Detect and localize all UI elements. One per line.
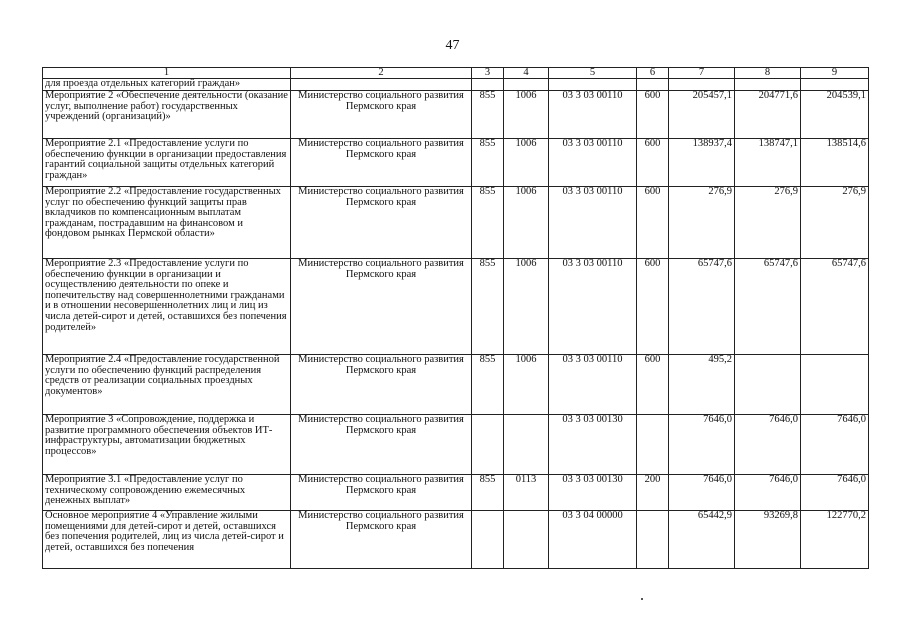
header-row xyxy=(43,68,869,79)
column-header-7: 7 xyxy=(669,68,735,79)
value-cell-col-4: 1006 xyxy=(504,259,549,355)
value-cell-col-9: 276,9 xyxy=(801,187,869,259)
activity-name-cell: для проезда отдельных категорий граждан» xyxy=(43,79,291,91)
value-cell-col-7: 65747,6 xyxy=(669,259,735,355)
value-cell-col-9: 7646,0 xyxy=(801,475,869,511)
value-cell-col-6 xyxy=(637,79,669,91)
table-row xyxy=(43,415,869,475)
value-cell-col-5: 03 3 03 00130 xyxy=(549,475,637,511)
value-cell-col-5: 03 3 03 00110 xyxy=(549,139,637,187)
value-cell-col-8: 65747,6 xyxy=(735,259,801,355)
value-cell-col-4: 1006 xyxy=(504,355,549,415)
table-row xyxy=(43,79,869,91)
column-header-4: 4 xyxy=(504,68,549,79)
value-cell-col-6 xyxy=(637,415,669,475)
value-cell-col-4 xyxy=(504,511,549,569)
activity-name-cell: Мероприятие 2 «Обеспечение деятельности (оказание услуг, выполнение работ) государственных учреждений (организаций)» xyxy=(43,91,291,139)
value-cell-col-9: 65747,6 xyxy=(801,259,869,355)
value-cell-col-9 xyxy=(801,355,869,415)
value-cell-col-8: 7646,0 xyxy=(735,415,801,475)
value-cell-col-7 xyxy=(669,79,735,91)
activity-name-cell: Мероприятие 2.2 «Предоставление государственных услуг по обеспечению функций защиты прав вкладчиков по компенсационным выплатам гражданам, пострадавшим на финансовом и фондовом рынках Пермской области» xyxy=(43,187,291,259)
value-cell-col-6: 600 xyxy=(637,259,669,355)
budget-table xyxy=(42,67,869,569)
activity-name-cell: Мероприятие 2.3 «Предоставление услуги по обеспечению функции в организации и осуществлению деятельности по опеке и попечительству над совершеннолетними гражданами и в отношении несовершеннолетних лиц и лиц из числа детей-сирот и детей, оставшихся без попечения родителей» xyxy=(43,259,291,355)
value-cell-col-7: 65442,9 xyxy=(669,511,735,569)
value-cell-col-4: 1006 xyxy=(504,91,549,139)
organization-cell: Министерство социального развития Пермского края xyxy=(291,139,472,187)
activity-name-cell: Мероприятие 3.1 «Предоставление услуг по техническому сопровождению ежемесячных денежных выплат» xyxy=(43,475,291,511)
value-cell-col-9: 7646,0 xyxy=(801,415,869,475)
column-header-6: 6 xyxy=(637,68,669,79)
organization-cell: Министерство социального развития Пермского края xyxy=(291,187,472,259)
value-cell-col-9: 204539,1 xyxy=(801,91,869,139)
page-number: 47 xyxy=(445,38,460,53)
value-cell-col-4: 1006 xyxy=(504,139,549,187)
value-cell-col-6: 600 xyxy=(637,355,669,415)
value-cell-col-3: 855 xyxy=(472,355,504,415)
table-row xyxy=(43,475,869,511)
organization-cell: Министерство социального развития Пермского края xyxy=(291,415,472,475)
value-cell-col-5: 03 3 04 00000 xyxy=(549,511,637,569)
column-header-2: 2 xyxy=(291,68,472,79)
organization-cell xyxy=(291,79,472,91)
value-cell-col-3 xyxy=(472,79,504,91)
value-cell-col-7: 138937,4 xyxy=(669,139,735,187)
activity-name-cell: Мероприятие 2.1 «Предоставление услуги по обеспечению функции в организации предоставления гарантий социальной защиты отдельных категорий граждан» xyxy=(43,139,291,187)
activity-name-cell: Мероприятие 2.4 «Предоставление государственной услуги по обеспечению функций распределения средств от реализации социальных проездных документов» xyxy=(43,355,291,415)
organization-cell: Министерство социального развития Пермского края xyxy=(291,91,472,139)
column-header-8: 8 xyxy=(735,68,801,79)
value-cell-col-8: 204771,6 xyxy=(735,91,801,139)
value-cell-col-4: 0113 xyxy=(504,475,549,511)
value-cell-col-7: 276,9 xyxy=(669,187,735,259)
table-row xyxy=(43,139,869,187)
value-cell-col-3 xyxy=(472,511,504,569)
value-cell-col-5 xyxy=(549,79,637,91)
value-cell-col-7: 495,2 xyxy=(669,355,735,415)
value-cell-col-6: 200 xyxy=(637,475,669,511)
value-cell-col-9: 138514,6 xyxy=(801,139,869,187)
value-cell-col-6 xyxy=(637,511,669,569)
table-body xyxy=(43,79,869,569)
value-cell-col-9: 122770,2 xyxy=(801,511,869,569)
organization-cell: Министерство социального развития Пермского края xyxy=(291,355,472,415)
value-cell-col-8 xyxy=(735,355,801,415)
value-cell-col-3: 855 xyxy=(472,475,504,511)
value-cell-col-5: 03 3 03 00110 xyxy=(549,355,637,415)
table-row xyxy=(43,355,869,415)
value-cell-col-4 xyxy=(504,79,549,91)
value-cell-col-4: 1006 xyxy=(504,187,549,259)
organization-cell: Министерство социального развития Пермского края xyxy=(291,259,472,355)
table-row xyxy=(43,91,869,139)
value-cell-col-9 xyxy=(801,79,869,91)
value-cell-col-8 xyxy=(735,79,801,91)
column-header-3: 3 xyxy=(472,68,504,79)
value-cell-col-6: 600 xyxy=(637,187,669,259)
scan-speck xyxy=(641,598,643,600)
value-cell-col-8: 7646,0 xyxy=(735,475,801,511)
value-cell-col-5: 03 3 03 00130 xyxy=(549,415,637,475)
value-cell-col-5: 03 3 03 00110 xyxy=(549,91,637,139)
value-cell-col-8: 276,9 xyxy=(735,187,801,259)
value-cell-col-6: 600 xyxy=(637,139,669,187)
column-header-5: 5 xyxy=(549,68,637,79)
value-cell-col-3: 855 xyxy=(472,139,504,187)
value-cell-col-3: 855 xyxy=(472,187,504,259)
value-cell-col-4 xyxy=(504,415,549,475)
value-cell-col-5: 03 3 03 00110 xyxy=(549,259,637,355)
table-row xyxy=(43,187,869,259)
value-cell-col-7: 7646,0 xyxy=(669,415,735,475)
activity-name-cell: Основное мероприятие 4 «Управление жилыми помещениями для детей-сирот и детей, оставшихся без попечения родителей, лиц из числа детей-сирот и детей, оставшихся без попечения xyxy=(43,511,291,569)
value-cell-col-5: 03 3 03 00110 xyxy=(549,187,637,259)
value-cell-col-6: 600 xyxy=(637,91,669,139)
organization-cell: Министерство социального развития Пермского края xyxy=(291,475,472,511)
activity-name-cell: Мероприятие 3 «Сопровождение, поддержка и развитие программного обеспечения объектов ИТ-инфраструктуры, автоматизации бюджетных процессов» xyxy=(43,415,291,475)
value-cell-col-3: 855 xyxy=(472,259,504,355)
table-row xyxy=(43,511,869,569)
value-cell-col-8: 138747,1 xyxy=(735,139,801,187)
value-cell-col-7: 205457,1 xyxy=(669,91,735,139)
value-cell-col-3: 855 xyxy=(472,91,504,139)
organization-cell: Министерство социального развития Пермского края xyxy=(291,511,472,569)
column-header-9: 9 xyxy=(801,68,869,79)
column-header-1: 1 xyxy=(43,68,291,79)
value-cell-col-8: 93269,8 xyxy=(735,511,801,569)
value-cell-col-7: 7646,0 xyxy=(669,475,735,511)
value-cell-col-3 xyxy=(472,415,504,475)
table-row xyxy=(43,259,869,355)
